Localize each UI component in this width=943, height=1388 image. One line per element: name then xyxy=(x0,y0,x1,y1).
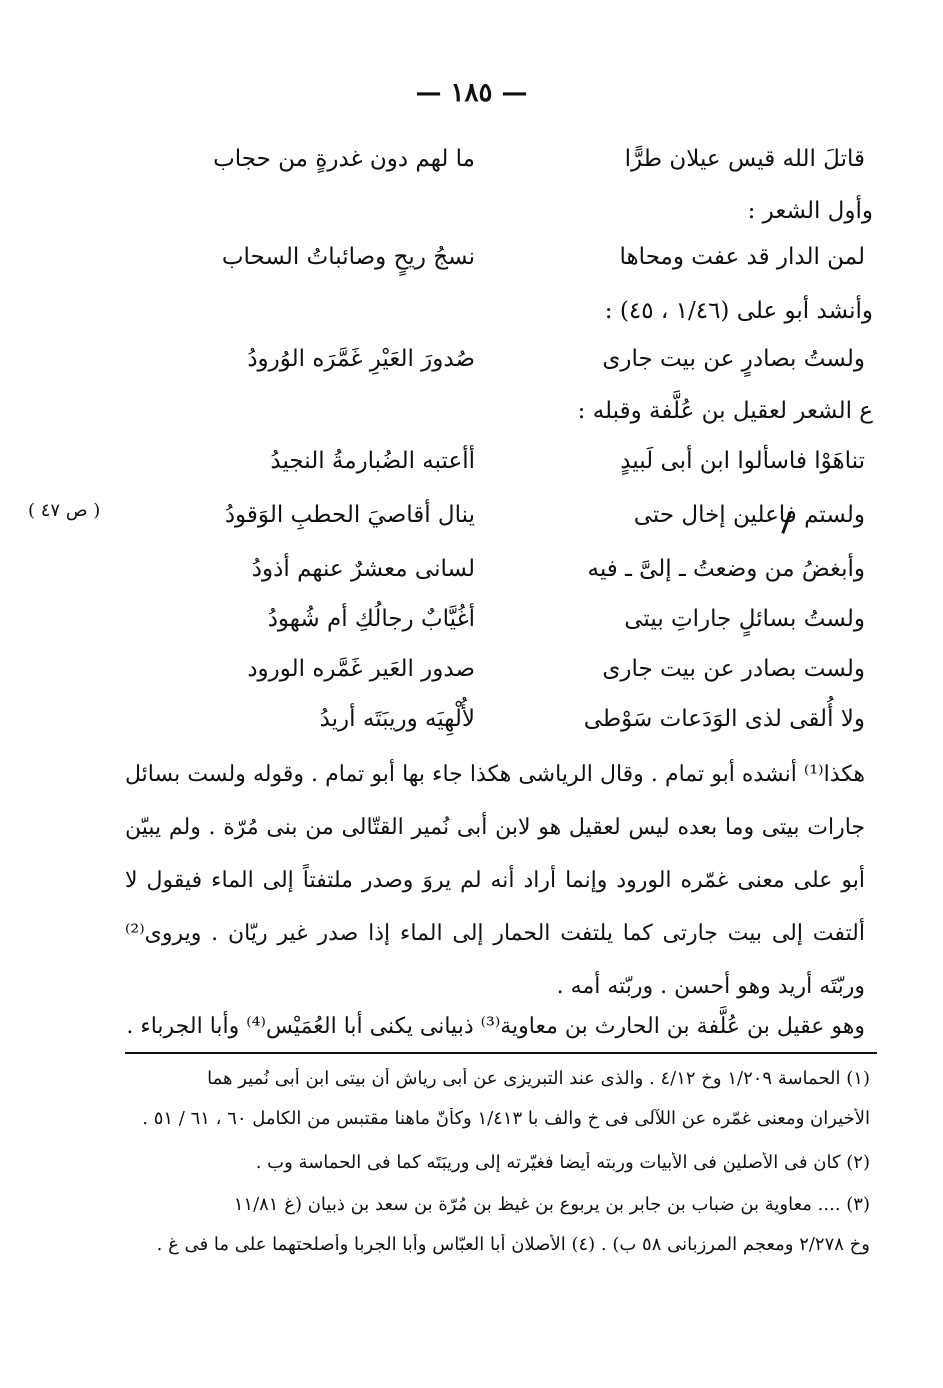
footnote-line: وخ ٢/٢٧٨ ومعجم المرزبانى ٥٨ ب) . (٤) الأصلان أبا العبّاس وأبا الجربا وأصلحتهما على ما فى غ . xyxy=(156,1234,870,1255)
verse-first-hemistich: تناهَوْا فاسألوا ابن أبى لَبيدٍ xyxy=(620,448,865,474)
verse-second-hemistich: أأعتبه الضُبارمةُ النجيدُ xyxy=(270,448,475,474)
verse-line xyxy=(195,606,865,650)
footnote-separator xyxy=(125,1052,877,1054)
verse-first-hemistich: وأبغضُ من وضعتُ ـ إلىَّ ـ فيه xyxy=(587,556,865,582)
commentary-paragraph: هكذا⁽¹⁾ أنشده أبو تمام . وقال الرياشى هكذا جاء بها أبو تمام . وقوله ولست بسائل جارات بيتى وما بعده ليس لعقيل هو لابن أبى نُمير القتّالى من بنى مُرّة . ولم يبيّن أبو على معنى غمّره الورود وإنما أراد أنه لم يروَ وصدر ملتفتاً إلى الماء فيقول لا ألتفت إلى بيت جارتى كما يلتفت الحمار إلى الماء إذا صدر غير ريّان . ويروى⁽²⁾ وربّتَه أريد وهو أحسن . وربّته أمه . xyxy=(125,762,865,999)
verse-second-hemistich: صُدورَ العَيْرِ غَمَّرَه الوُرودُ xyxy=(247,346,475,372)
biography-paragraph: وهو عقيل بن عُلَّفة بن الحارث بن معاوية⁽³⁾ ذبيانى يكنى أبا العُمَيْس⁽⁴⁾ وأبا الجرباء . xyxy=(126,1014,865,1039)
text-line: وأنشد أبو على (١/٤٦ ، ٤٥) : xyxy=(604,298,873,324)
footnote-line: (٣) .... معاوية بن ضباب بن جابر بن يربوع بن غيظ بن مُرّة بن سعد بن ذبيان (غ ١١/٨١ xyxy=(233,1194,870,1215)
verse-line xyxy=(195,346,865,390)
footnote-line: (١) الحماسة ١/٢٠٩ وخ ٤/١٢ . والذى عند التبريزى عن أبى رياش أن بيتى ابن أبى نُمير هما xyxy=(207,1068,870,1089)
verse-first-hemistich: ولستُ بصادرٍ عن بيت جارى xyxy=(602,346,865,372)
verse-line xyxy=(195,706,865,750)
text-line: ع الشعر لعقيل بن عُلَّفة وقبله : xyxy=(577,398,873,424)
verse-first-hemistich: ولستُ بسائلٍ جاراتِ بيتى xyxy=(624,606,865,632)
page-number: — ١٨٥ — xyxy=(415,78,528,108)
verse-first-hemistich: ولا أُلقى لذى الوَدَعات سَوْطى xyxy=(583,706,865,732)
margin-page-reference: ( ص ٤٧ ) xyxy=(28,500,101,521)
verse-second-hemistich: لأُلْهِيَه وريبَتَه أريدُ xyxy=(319,706,475,732)
verse-first-hemistich: ولست بصادر عن بيت جارى xyxy=(602,656,865,682)
verse-first-hemistich: ولستم فاعلين إخال حتى xyxy=(633,502,865,528)
footnote-line: (٢) كان فى الأصلين فى الأبيات وربته أيضا فغيّرته إلى وريبَتَه كما فى الحماسة وب . xyxy=(255,1152,870,1173)
verse-first-hemistich: لمن الدار قد عفت ومحاها xyxy=(619,244,865,270)
verse-first-hemistich: قاتلَ الله قيس عيلان طرًّا xyxy=(624,146,865,172)
verse-line xyxy=(195,502,865,546)
verse-line xyxy=(195,656,865,700)
footnote-line: الأخيران ومعنى غمّره عن اللآلى فى خ والف با ١/٤١٣ وكأنّ ماهنا مقتبس من الكامل ٦٠ ، ٦١ / ٥١ . xyxy=(142,1108,870,1129)
verse-line xyxy=(195,556,865,600)
verse-line xyxy=(195,448,865,492)
text-line: وأول الشعر : xyxy=(747,198,873,224)
verse-line xyxy=(195,146,865,190)
verse-line xyxy=(195,244,865,288)
verse-second-hemistich: صدور العَير غَمَّره الورود xyxy=(247,656,475,682)
verse-second-hemistich: أغُيَّابٌ رجالُكِ أم شُهودُ xyxy=(267,606,475,632)
verse-second-hemistich: ينال أقاصيَ الحطبِ الوَقودُ xyxy=(224,502,475,528)
verse-second-hemistich: نسجُ ريحٍ وصائباتُ السحاب xyxy=(221,244,475,270)
verse-second-hemistich: لسانى معشرٌ عنهم أذودُ xyxy=(251,556,475,582)
verse-second-hemistich: ما لهم دون غدرةٍ من حجاب xyxy=(213,146,475,172)
